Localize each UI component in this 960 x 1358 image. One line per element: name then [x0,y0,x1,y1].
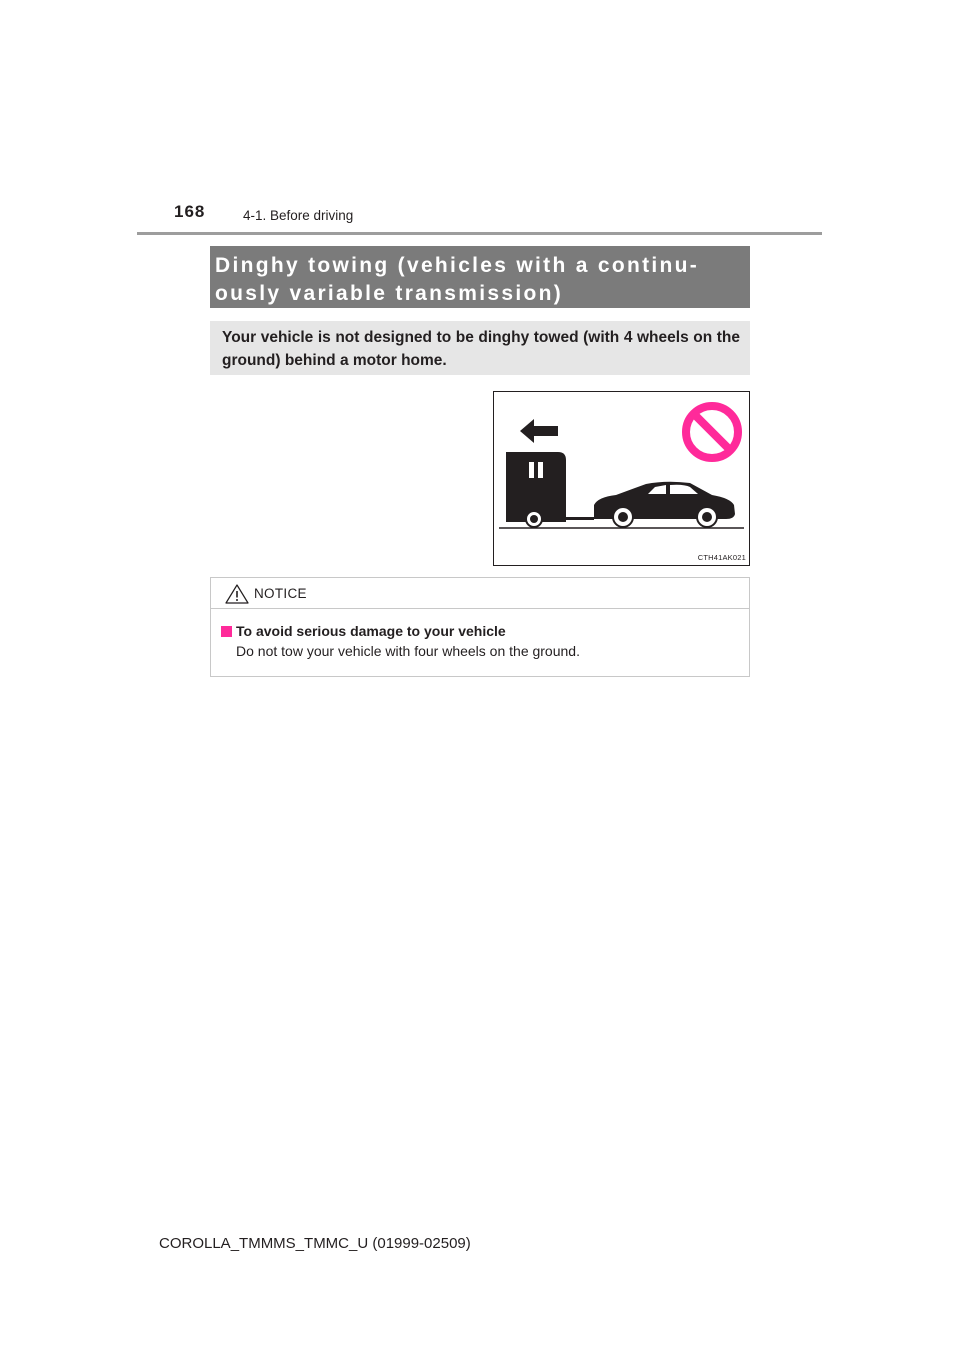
page-number: 168 [174,202,206,221]
section-title: Dinghy towing (vehicles with a continu- ously variable transmission) [215,254,700,305]
prohibition-icon [686,406,738,458]
section-label: 4-1. Before driving [243,208,354,223]
bullet-square-icon [221,626,232,637]
header-rule [137,232,822,235]
motor-home-icon [506,452,594,527]
figure-code: CTH41AK021 [697,553,746,562]
intro-box [210,321,750,375]
notice-heading-row [221,621,739,641]
intro-text: Your vehicle is not designed to be dinghy towed (with 4 wheels on the ground) behind a motor home. [222,329,740,369]
left-arrow-icon [520,419,558,443]
notice-detail: Do not tow your vehicle with four wheels on the ground. [236,643,580,659]
warning-triangle-icon [225,584,249,609]
notice-box [210,577,750,677]
towing-illustration [493,391,750,566]
notice-heading: To avoid serious damage to your vehicle [236,623,506,639]
section-title-bar [210,246,750,308]
notice-title: NOTICE [254,586,307,601]
car-icon [594,482,735,527]
footer-document-code: COROLLA_TMMMS_TMMC_U (01999-02509) [159,1235,471,1252]
notice-header [211,578,749,609]
notice-body [211,609,749,662]
